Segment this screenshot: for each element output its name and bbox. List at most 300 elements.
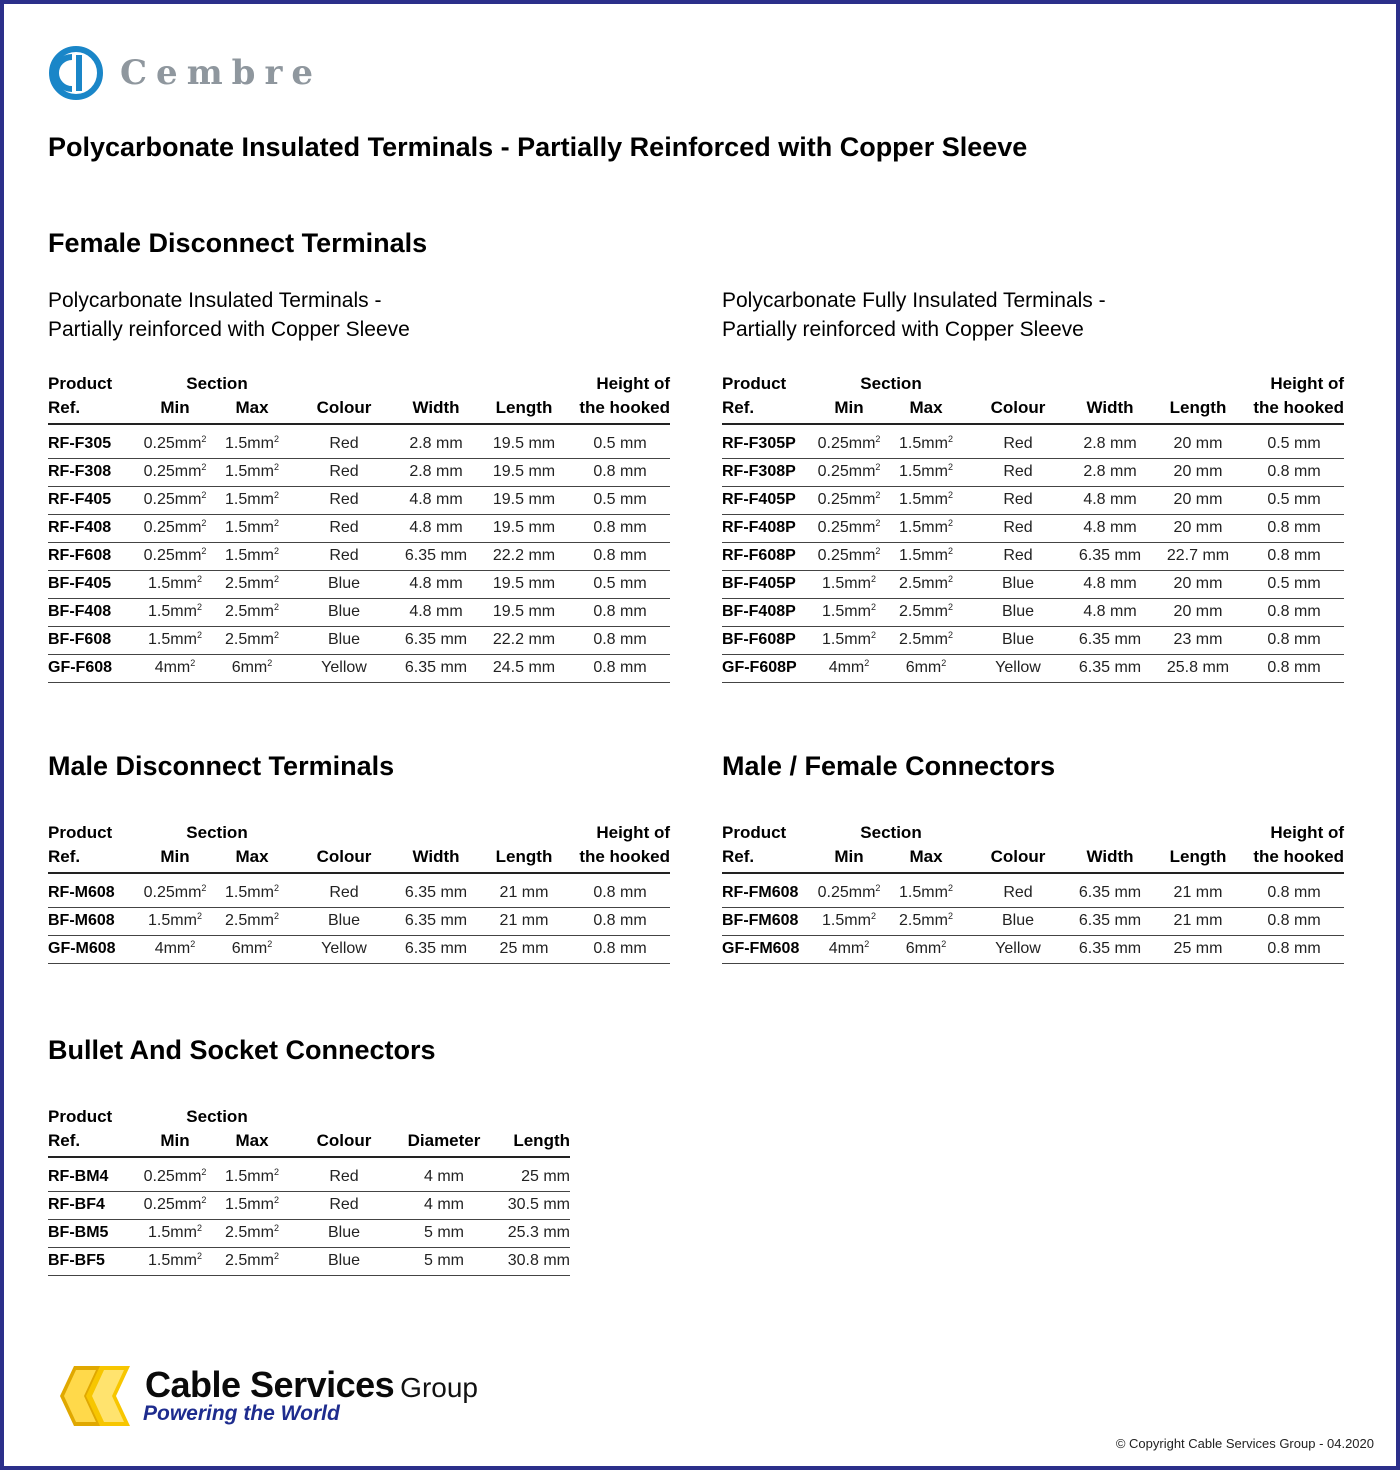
cell-length: 20 mm (1152, 570, 1244, 598)
header-ref: Ref. (722, 394, 814, 424)
cell-hook-height: 0.8 mm (1244, 514, 1344, 542)
cell-hook-height: 0.8 mm (570, 514, 670, 542)
bullet-socket-heading: Bullet And Socket Connectors (48, 1035, 436, 1065)
csg-name-text: Cable Services (145, 1364, 395, 1405)
table-row (48, 430, 670, 458)
cell-section-max: $2.5mm^2$ (210, 1247, 294, 1275)
cembre-wordmark: Cembre (120, 53, 322, 93)
header-max: Max (210, 394, 294, 424)
table-header-row (48, 1127, 570, 1157)
cell-colour: Red (294, 542, 394, 570)
cell-section-min: $0.25mm^2$ (140, 458, 210, 486)
cell-section-max: $1.5mm^2$ (210, 1191, 294, 1219)
female-right-subheading-line1: Polycarbonate Fully Insulated Terminals - (722, 289, 1106, 312)
cell-product-ref: RF-F305P (722, 430, 814, 458)
header-max: Max (210, 843, 294, 873)
cell-product-ref: RF-FM608 (722, 879, 814, 907)
cell-section-max: $6mm^2$ (210, 654, 294, 682)
table-row (722, 626, 1344, 654)
cell-colour: Blue (968, 907, 1068, 935)
table-row (48, 486, 670, 514)
header-height-line2: the hooked (1244, 843, 1344, 873)
cell-section-min: $1.5mm^2$ (814, 626, 884, 654)
cell-colour: Red (968, 542, 1068, 570)
header-product: Product (722, 374, 787, 393)
header-width: Width (1068, 843, 1152, 873)
cell-length: 19.5 mm (478, 430, 570, 458)
table-header-row (722, 368, 1344, 394)
cell-hook-height: 0.8 mm (1244, 626, 1344, 654)
table-row (722, 907, 1344, 935)
cell-colour: Red (968, 514, 1068, 542)
header-blank (394, 1101, 494, 1127)
cell-width: 2.8 mm (394, 458, 478, 486)
cell-colour: Blue (968, 598, 1068, 626)
header-width: Width (1068, 394, 1152, 424)
table-row (722, 514, 1344, 542)
table-header-row (48, 843, 670, 873)
female-right-subheading (722, 286, 1106, 344)
header-colour: Colour (294, 1127, 394, 1157)
cell-section-max: $2.5mm^2$ (210, 626, 294, 654)
cell-width: 4.8 mm (1068, 514, 1152, 542)
table-row (48, 598, 670, 626)
header-blank (1068, 368, 1152, 394)
cell-width: 4.8 mm (394, 486, 478, 514)
cell-section-min: $0.25mm^2$ (140, 486, 210, 514)
header-ref: Ref. (48, 1127, 140, 1157)
table-row (722, 598, 1344, 626)
cell-width: 6.35 mm (394, 626, 478, 654)
cell-hook-height: 0.5 mm (570, 570, 670, 598)
cell-hook-height: 0.8 mm (1244, 458, 1344, 486)
cell-section-max: $1.5mm^2$ (210, 458, 294, 486)
cell-section-max: $1.5mm^2$ (884, 486, 968, 514)
header-ref: Ref. (722, 843, 814, 873)
cell-length: 25 mm (478, 935, 570, 963)
csg-wordmark (145, 1364, 478, 1406)
cell-hook-height: 0.5 mm (1244, 430, 1344, 458)
cell-product-ref: GF-F608 (48, 654, 140, 682)
cell-product-ref: BF-F608P (722, 626, 814, 654)
cell-length: 21 mm (1152, 879, 1244, 907)
cell-product-ref: BF-M608 (48, 907, 140, 935)
cell-section-min: $0.25mm^2$ (140, 1163, 210, 1191)
cell-product-ref: RF-F405P (722, 486, 814, 514)
table-header-row (722, 817, 1344, 843)
cell-width: 6.35 mm (394, 907, 478, 935)
cell-width: 6.35 mm (1068, 654, 1152, 682)
cell-product-ref: BF-BM5 (48, 1219, 140, 1247)
cell-section-max: $2.5mm^2$ (210, 907, 294, 935)
cell-width: 4.8 mm (394, 570, 478, 598)
header-product: Product (48, 374, 113, 393)
header-min: Min (814, 843, 884, 873)
cell-section-min: $4mm^2$ (140, 654, 210, 682)
cell-section-max: $1.5mm^2$ (210, 514, 294, 542)
cell-colour: Red (294, 458, 394, 486)
cell-colour: Yellow (294, 654, 394, 682)
cell-length: 25 mm (494, 1163, 570, 1191)
csg-tagline: Powering the World (143, 1402, 340, 1425)
female-right-subheading-line2: Partially reinforced with Copper Sleeve (722, 318, 1084, 341)
cell-hook-height: 0.8 mm (1244, 879, 1344, 907)
header-height-line2: the hooked (1244, 394, 1344, 424)
header-section: Section (186, 374, 248, 393)
cell-hook-height: 0.8 mm (1244, 598, 1344, 626)
cell-width: 6.35 mm (1068, 907, 1152, 935)
cell-section-min: $1.5mm^2$ (140, 907, 210, 935)
cell-product-ref: BF-F405P (722, 570, 814, 598)
cell-width: 4.8 mm (394, 514, 478, 542)
cell-width: 6.35 mm (394, 654, 478, 682)
cell-section-min: $0.25mm^2$ (814, 514, 884, 542)
cell-section-min: $0.25mm^2$ (814, 542, 884, 570)
cell-product-ref: RF-F408 (48, 514, 140, 542)
cell-section-min: $0.25mm^2$ (814, 879, 884, 907)
female-left-subheading-line1: Polycarbonate Insulated Terminals - (48, 289, 382, 312)
cell-colour: Red (294, 1163, 394, 1191)
table-row (48, 570, 670, 598)
csg-logo (50, 1358, 520, 1432)
cembre-logo (48, 44, 322, 102)
cell-length: 24.5 mm (478, 654, 570, 682)
cell-section-min: $1.5mm^2$ (814, 907, 884, 935)
male-disconnect-table (48, 817, 670, 964)
table-row (48, 879, 670, 907)
cell-section-max: $1.5mm^2$ (884, 879, 968, 907)
cell-diameter: 5 mm (394, 1247, 494, 1275)
cell-width: 4.8 mm (1068, 486, 1152, 514)
cell-length: 30.5 mm (494, 1191, 570, 1219)
table-row (48, 654, 670, 682)
header-min: Min (140, 394, 210, 424)
header-diameter: Diameter (394, 1127, 494, 1157)
cell-length: 20 mm (1152, 486, 1244, 514)
cell-colour: Red (968, 879, 1068, 907)
cell-section-max: $1.5mm^2$ (210, 486, 294, 514)
cell-hook-height: 0.5 mm (1244, 570, 1344, 598)
cell-product-ref: BF-F408 (48, 598, 140, 626)
cell-section-max: $1.5mm^2$ (884, 514, 968, 542)
cell-section-min: $1.5mm^2$ (140, 626, 210, 654)
cell-hook-height: 0.5 mm (570, 486, 670, 514)
cell-width: 6.35 mm (1068, 626, 1152, 654)
cell-colour: Red (968, 430, 1068, 458)
header-colour: Colour (294, 394, 394, 424)
header-width: Width (394, 843, 478, 873)
cell-section-min: $4mm^2$ (140, 935, 210, 963)
cell-product-ref: GF-F608P (722, 654, 814, 682)
cell-hook-height: 0.8 mm (1244, 935, 1344, 963)
cell-colour: Red (294, 514, 394, 542)
cell-length: 19.5 mm (478, 570, 570, 598)
cell-product-ref: GF-FM608 (722, 935, 814, 963)
cell-product-ref: BF-F405 (48, 570, 140, 598)
table-row (48, 626, 670, 654)
header-blank (1152, 368, 1244, 394)
csg-chevron-icon (50, 1362, 142, 1430)
page-title: Polycarbonate Insulated Terminals - Partially Reinforced with Copper Sleeve (48, 132, 1028, 162)
cell-length: 19.5 mm (478, 598, 570, 626)
cell-section-max: $2.5mm^2$ (210, 598, 294, 626)
header-section: Section (860, 374, 922, 393)
header-product: Product (48, 823, 113, 842)
header-blank (968, 817, 1068, 843)
cell-length: 21 mm (1152, 907, 1244, 935)
header-max: Max (884, 843, 968, 873)
cembre-logo-icon (48, 45, 104, 101)
header-blank (478, 817, 570, 843)
header-height-line1: Height of (596, 823, 670, 842)
header-colour: Colour (968, 843, 1068, 873)
cell-product-ref: BF-BF5 (48, 1247, 140, 1275)
cell-colour: Blue (294, 907, 394, 935)
cell-length: 25.3 mm (494, 1219, 570, 1247)
cell-colour: Red (294, 486, 394, 514)
header-length: Length (1152, 394, 1244, 424)
cell-product-ref: RF-F308 (48, 458, 140, 486)
female-left-subheading (48, 286, 410, 344)
header-length: Length (478, 843, 570, 873)
cell-colour: Blue (294, 570, 394, 598)
cell-section-min: $0.25mm^2$ (814, 458, 884, 486)
header-blank (1152, 817, 1244, 843)
cell-section-min: $0.25mm^2$ (140, 1191, 210, 1219)
cell-colour: Blue (294, 598, 394, 626)
cell-section-min: $4mm^2$ (814, 935, 884, 963)
header-product: Product (722, 823, 787, 842)
cell-width: 6.35 mm (1068, 542, 1152, 570)
cell-length: 19.5 mm (478, 458, 570, 486)
cell-length: 20 mm (1152, 514, 1244, 542)
female-right-table (722, 368, 1344, 683)
cell-section-max: $2.5mm^2$ (884, 570, 968, 598)
male-disconnect-heading: Male Disconnect Terminals (48, 751, 395, 781)
cell-length: 22.2 mm (478, 626, 570, 654)
header-blank (294, 368, 394, 394)
cell-length: 23 mm (1152, 626, 1244, 654)
cell-section-min: $0.25mm^2$ (140, 542, 210, 570)
cell-colour: Red (294, 430, 394, 458)
header-height-line1: Height of (596, 374, 670, 393)
cell-section-min: $0.25mm^2$ (814, 430, 884, 458)
cell-colour: Yellow (968, 654, 1068, 682)
header-blank (494, 1101, 570, 1127)
table-header-row (48, 394, 670, 424)
cell-width: 2.8 mm (1068, 458, 1152, 486)
table-row (48, 1163, 570, 1191)
bullet-socket-table (48, 1101, 570, 1276)
csg-group-text: Group (400, 1372, 478, 1403)
cell-width: 2.8 mm (394, 430, 478, 458)
cell-product-ref: GF-M608 (48, 935, 140, 963)
female-left-table (48, 368, 670, 683)
cell-section-min: $0.25mm^2$ (814, 486, 884, 514)
header-max: Max (210, 1127, 294, 1157)
cell-section-max: $2.5mm^2$ (884, 907, 968, 935)
cell-product-ref: RF-F308P (722, 458, 814, 486)
header-length: Length (494, 1127, 570, 1157)
cell-hook-height: 0.8 mm (1244, 654, 1344, 682)
cell-length: 20 mm (1152, 458, 1244, 486)
cell-hook-height: 0.5 mm (570, 430, 670, 458)
male-female-table (722, 817, 1344, 964)
header-min: Min (140, 1127, 210, 1157)
female-disconnect-heading: Female Disconnect Terminals (48, 228, 428, 258)
cell-width: 2.8 mm (1068, 430, 1152, 458)
header-height-line2: the hooked (570, 843, 670, 873)
header-min: Min (814, 394, 884, 424)
table-row (722, 570, 1344, 598)
cell-colour: Yellow (294, 935, 394, 963)
header-blank (478, 368, 570, 394)
cell-section-min: $1.5mm^2$ (814, 598, 884, 626)
table-row (48, 458, 670, 486)
table-row (722, 879, 1344, 907)
cell-length: 21 mm (478, 879, 570, 907)
cell-colour: Red (968, 486, 1068, 514)
cell-section-max: $6mm^2$ (884, 654, 968, 682)
cell-hook-height: 0.5 mm (1244, 486, 1344, 514)
cell-hook-height: 0.8 mm (570, 907, 670, 935)
table-row (722, 654, 1344, 682)
female-left-subheading-line2: Partially reinforced with Copper Sleeve (48, 318, 410, 341)
table-row (722, 935, 1344, 963)
table-header-row (48, 368, 670, 394)
cell-section-min: $0.25mm^2$ (140, 879, 210, 907)
cell-section-max: $6mm^2$ (884, 935, 968, 963)
header-blank (1068, 817, 1152, 843)
cell-width: 6.35 mm (394, 879, 478, 907)
cell-width: 4.8 mm (394, 598, 478, 626)
cell-product-ref: RF-M608 (48, 879, 140, 907)
header-height-line1: Height of (1270, 374, 1344, 393)
cell-diameter: 5 mm (394, 1219, 494, 1247)
header-ref: Ref. (48, 843, 140, 873)
cell-product-ref: RF-F408P (722, 514, 814, 542)
cell-product-ref: BF-F608 (48, 626, 140, 654)
cell-section-max: $6mm^2$ (210, 935, 294, 963)
cell-hook-height: 0.8 mm (570, 626, 670, 654)
table-row (48, 514, 670, 542)
header-height-line2: the hooked (570, 394, 670, 424)
cell-section-max: $2.5mm^2$ (210, 1219, 294, 1247)
cell-hook-height: 0.8 mm (1244, 542, 1344, 570)
cell-section-min: $0.25mm^2$ (140, 430, 210, 458)
cell-width: 6.35 mm (1068, 879, 1152, 907)
cell-colour: Red (294, 879, 394, 907)
table-header-row (722, 843, 1344, 873)
cell-length: 30.8 mm (494, 1247, 570, 1275)
cell-width: 6.35 mm (1068, 935, 1152, 963)
header-blank (394, 817, 478, 843)
table-row (48, 1219, 570, 1247)
cell-section-max: $2.5mm^2$ (884, 598, 968, 626)
cell-section-min: $1.5mm^2$ (140, 1247, 210, 1275)
header-length: Length (1152, 843, 1244, 873)
cell-product-ref: BF-FM608 (722, 907, 814, 935)
cell-section-min: $4mm^2$ (814, 654, 884, 682)
cell-length: 19.5 mm (478, 486, 570, 514)
cell-hook-height: 0.8 mm (570, 542, 670, 570)
cell-colour: Red (294, 1191, 394, 1219)
cell-product-ref: RF-F608 (48, 542, 140, 570)
cell-section-max: $1.5mm^2$ (210, 879, 294, 907)
table-header-row (722, 394, 1344, 424)
cell-diameter: 4 mm (394, 1191, 494, 1219)
cell-colour: Blue (294, 626, 394, 654)
table-row (48, 935, 670, 963)
header-ref: Ref. (48, 394, 140, 424)
table-row (48, 542, 670, 570)
cell-section-max: $2.5mm^2$ (884, 626, 968, 654)
cell-colour: Red (968, 458, 1068, 486)
cell-hook-height: 0.8 mm (570, 879, 670, 907)
cell-length: 22.7 mm (1152, 542, 1244, 570)
table-row (48, 1191, 570, 1219)
copyright-notice: © Copyright Cable Services Group - 04.2020 (1115, 1436, 1374, 1451)
cell-section-min: $1.5mm^2$ (140, 598, 210, 626)
table-row (48, 1247, 570, 1275)
cell-section-max: $1.5mm^2$ (210, 542, 294, 570)
cell-length: 21 mm (478, 907, 570, 935)
cell-product-ref: RF-F405 (48, 486, 140, 514)
table-header-row (48, 817, 670, 843)
header-width: Width (394, 394, 478, 424)
cell-diameter: 4 mm (394, 1163, 494, 1191)
cell-width: 6.35 mm (394, 542, 478, 570)
cell-section-min: $0.25mm^2$ (140, 514, 210, 542)
male-female-heading: Male / Female Connectors (722, 751, 1056, 781)
cell-product-ref: RF-BM4 (48, 1163, 140, 1191)
cell-hook-height: 0.8 mm (570, 458, 670, 486)
cell-section-max: $1.5mm^2$ (884, 542, 968, 570)
header-blank (968, 368, 1068, 394)
cell-hook-height: 0.8 mm (570, 654, 670, 682)
cell-section-min: $1.5mm^2$ (814, 570, 884, 598)
cell-colour: Blue (968, 570, 1068, 598)
cell-length: 25.8 mm (1152, 654, 1244, 682)
cell-colour: Blue (294, 1247, 394, 1275)
cell-section-min: $1.5mm^2$ (140, 570, 210, 598)
header-blank (294, 1101, 394, 1127)
table-row (722, 542, 1344, 570)
cell-length: 19.5 mm (478, 514, 570, 542)
header-colour: Colour (968, 394, 1068, 424)
cell-width: 4.8 mm (1068, 570, 1152, 598)
cell-colour: Blue (294, 1219, 394, 1247)
header-height-line1: Height of (1270, 823, 1344, 842)
cell-colour: Yellow (968, 935, 1068, 963)
cell-section-max: $1.5mm^2$ (210, 430, 294, 458)
header-section: Section (860, 823, 922, 842)
cell-section-max: $1.5mm^2$ (884, 430, 968, 458)
cell-width: 6.35 mm (394, 935, 478, 963)
header-length: Length (478, 394, 570, 424)
cell-section-min: $1.5mm^2$ (140, 1219, 210, 1247)
header-section: Section (186, 823, 248, 842)
cell-length: 20 mm (1152, 430, 1244, 458)
cell-section-max: $1.5mm^2$ (884, 458, 968, 486)
header-product: Product (48, 1107, 113, 1126)
header-colour: Colour (294, 843, 394, 873)
table-row (48, 907, 670, 935)
cell-product-ref: RF-F305 (48, 430, 140, 458)
table-row (722, 486, 1344, 514)
cell-colour: Blue (968, 626, 1068, 654)
cell-length: 20 mm (1152, 598, 1244, 626)
